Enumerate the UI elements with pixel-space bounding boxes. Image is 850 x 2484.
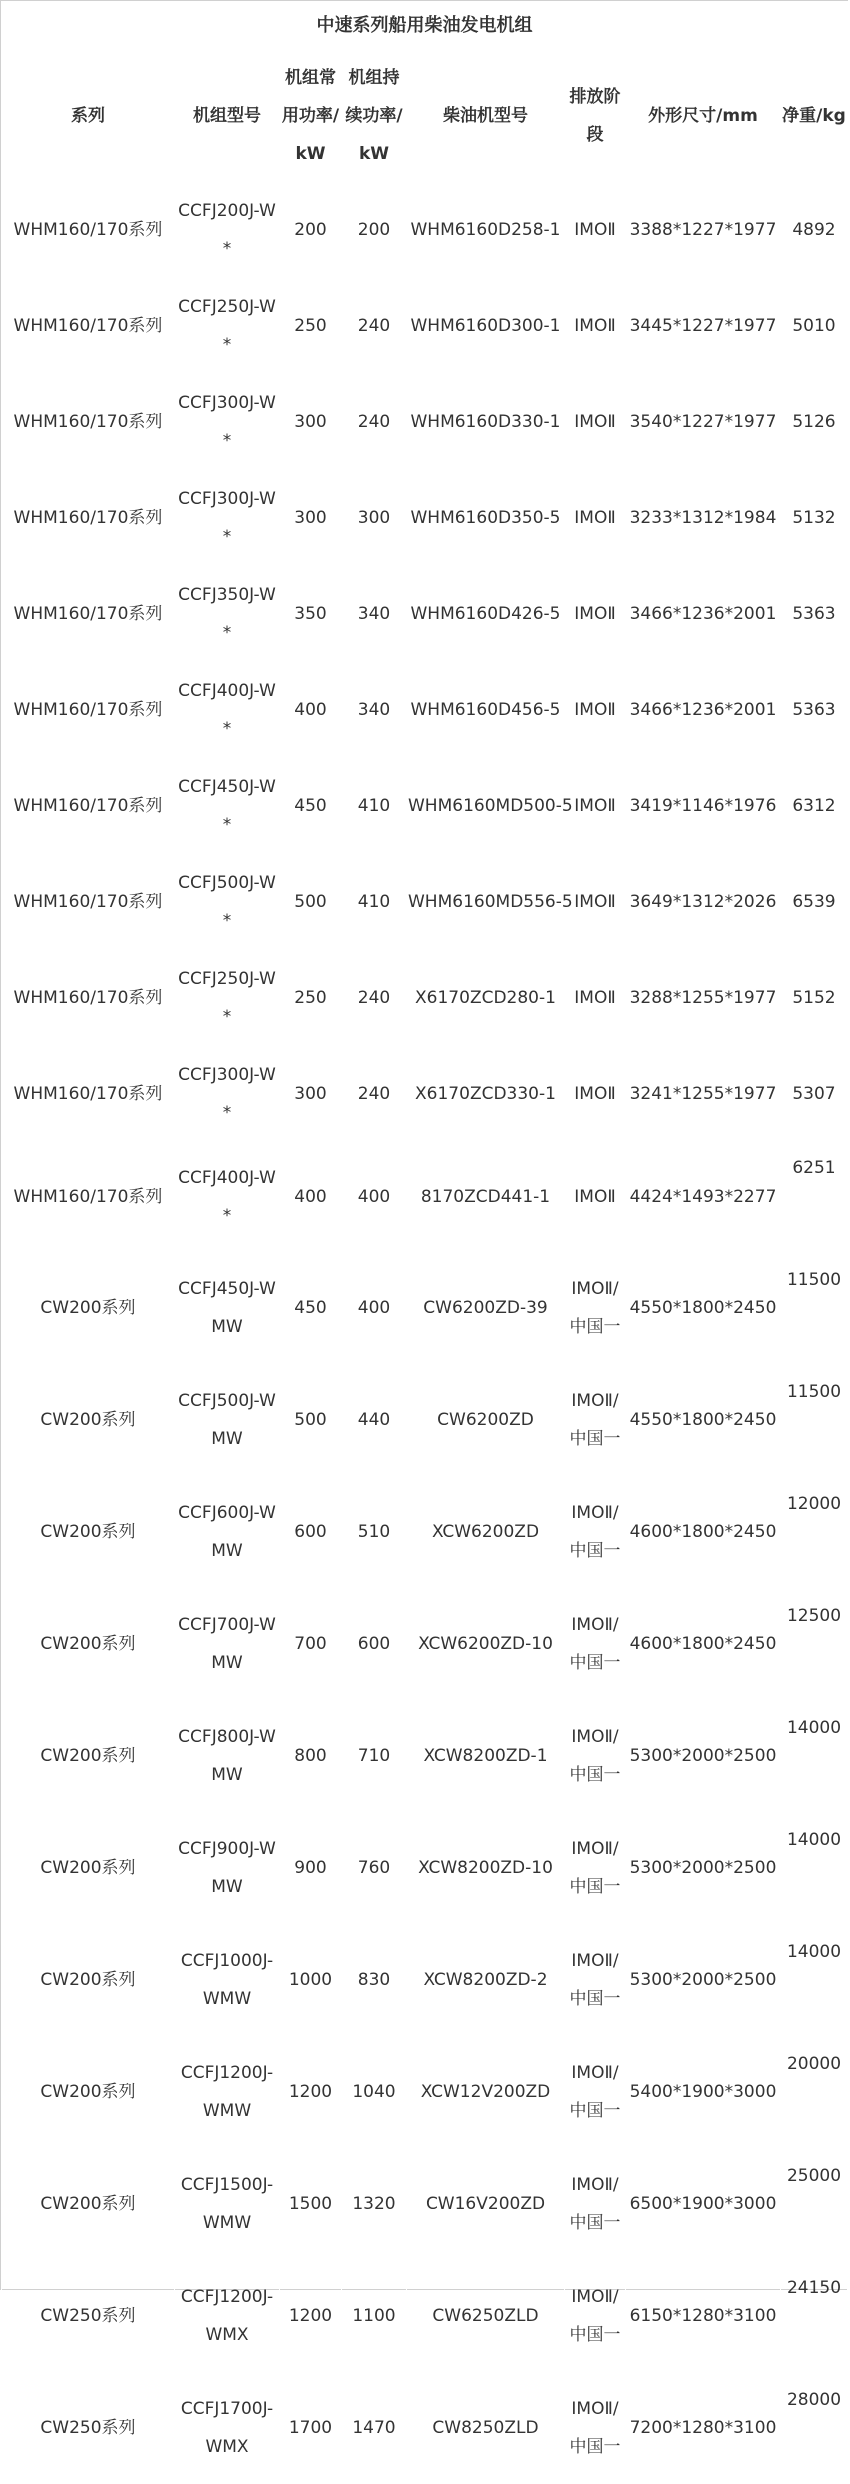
table-cell-common-power: 1700 [280, 2372, 342, 2484]
table-cell-weight: 14000 [781, 1812, 848, 1924]
table-cell-emission: IMOⅡ/中国一 [565, 1700, 626, 1812]
table-cell-engine: CW8250ZLD [407, 2372, 565, 2484]
table-cell-continuous-power: 340 [342, 662, 407, 758]
table-cell-model: CCFJ300J-W* [175, 470, 280, 566]
table-row [2, 2372, 848, 2484]
table-cell-series: CW250系列 [2, 2372, 175, 2484]
table-cell-emission: IMOⅡ [565, 470, 626, 566]
table-cell-emission: IMOⅡ/中国一 [565, 1476, 626, 1588]
table-cell-emission: IMOⅡ [565, 854, 626, 950]
table-cell-continuous-power: 440 [342, 1364, 407, 1476]
table-cell-weight: 24150 [781, 2260, 848, 2372]
table-cell-dimensions: 4550*1800*2450 [626, 1252, 781, 1364]
table-cell-model: CCFJ400J-W* [175, 1142, 280, 1252]
table-cell-series: WHM160/170系列 [2, 758, 175, 854]
table-cell-common-power: 200 [280, 182, 342, 278]
table-cell-emission: IMOⅡ/中国一 [565, 2148, 626, 2260]
table-cell-common-power: 1500 [280, 2148, 342, 2260]
table-cell-dimensions: 4600*1800*2450 [626, 1476, 781, 1588]
table-cell-model: CCFJ250J-W* [175, 278, 280, 374]
table-cell-emission: IMOⅡ/中国一 [565, 1364, 626, 1476]
table-cell-common-power: 800 [280, 1700, 342, 1812]
table-cell-series: WHM160/170系列 [2, 278, 175, 374]
table-cell-common-power: 500 [280, 854, 342, 950]
table-cell-common-power: 250 [280, 950, 342, 1046]
table-cell-common-power: 1200 [280, 2036, 342, 2148]
table-cell-engine: WHM6160D330-1 [407, 374, 565, 470]
table-row [2, 2148, 848, 2260]
table-cell-emission: IMOⅡ/中国一 [565, 1588, 626, 1700]
table-cell-series: WHM160/170系列 [2, 566, 175, 662]
table-cell-continuous-power: 410 [342, 854, 407, 950]
table-cell-model: CCFJ1200J-WMW [175, 2036, 280, 2148]
table-cell-model: CCFJ500J-WMW [175, 1364, 280, 1476]
table-cell-engine: WHM6160MD500-5 [407, 758, 565, 854]
table-cell-engine: WHM6160D456-5 [407, 662, 565, 758]
table-cell-model: CCFJ1500J-WMW [175, 2148, 280, 2260]
header-common-power: 机组常用功率/kW [280, 51, 342, 182]
table-cell-weight: 12000 [781, 1476, 848, 1588]
table-cell-continuous-power: 240 [342, 950, 407, 1046]
table-cell-continuous-power: 600 [342, 1588, 407, 1700]
table-cell-dimensions: 3241*1255*1977 [626, 1046, 781, 1142]
table-row [2, 1588, 848, 1700]
table-row [2, 854, 848, 950]
table-row [2, 1476, 848, 1588]
table-cell-model: CCFJ450J-WMW [175, 1252, 280, 1364]
header-dimensions: 外形尺寸/mm [626, 51, 781, 182]
table-row [2, 1046, 848, 1142]
table-cell-engine: XCW8200ZD-2 [407, 1924, 565, 2036]
table-cell-series: WHM160/170系列 [2, 950, 175, 1046]
table-row [2, 566, 848, 662]
table-cell-weight: 11500 [781, 1364, 848, 1476]
table-cell-dimensions: 3466*1236*2001 [626, 662, 781, 758]
table-cell-continuous-power: 1100 [342, 2260, 407, 2372]
table-cell-model: CCFJ1700J-WMX [175, 2372, 280, 2484]
table-row [2, 182, 848, 278]
table-cell-model: CCFJ300J-W* [175, 374, 280, 470]
table-cell-weight: 5152 [781, 950, 848, 1046]
table-cell-common-power: 1200 [280, 2260, 342, 2372]
table-cell-model: CCFJ1000J-WMW [175, 1924, 280, 2036]
table-cell-series: CW250系列 [2, 2260, 175, 2372]
table-cell-common-power: 400 [280, 1142, 342, 1252]
table-cell-weight: 14000 [781, 1700, 848, 1812]
table-cell-dimensions: 3540*1227*1977 [626, 374, 781, 470]
table-cell-engine: 8170ZCD441-1 [407, 1142, 565, 1252]
table-cell-common-power: 300 [280, 470, 342, 566]
table-row [2, 950, 848, 1046]
table-cell-emission: IMOⅡ [565, 182, 626, 278]
table-cell-common-power: 1000 [280, 1924, 342, 2036]
table-cell-series: CW200系列 [2, 1588, 175, 1700]
table-row [2, 470, 848, 566]
table-cell-emission: IMOⅡ/中国一 [565, 1252, 626, 1364]
table-cell-engine: WHM6160D300-1 [407, 278, 565, 374]
table-cell-series: WHM160/170系列 [2, 854, 175, 950]
table-cell-engine: CW6200ZD [407, 1364, 565, 1476]
table-cell-engine: WHM6160D350-5 [407, 470, 565, 566]
table-cell-dimensions: 5300*2000*2500 [626, 1812, 781, 1924]
table-cell-dimensions: 5300*2000*2500 [626, 1700, 781, 1812]
table-cell-model: CCFJ500J-W* [175, 854, 280, 950]
table-row [2, 758, 848, 854]
table-cell-series: CW200系列 [2, 1252, 175, 1364]
table-cell-model: CCFJ800J-WMW [175, 1700, 280, 1812]
table-cell-continuous-power: 510 [342, 1476, 407, 1588]
header-model: 机组型号 [175, 51, 280, 182]
table-cell-engine: CW6250ZLD [407, 2260, 565, 2372]
table-row [2, 1142, 848, 1252]
table-cell-common-power: 700 [280, 1588, 342, 1700]
table-cell-series: CW200系列 [2, 1700, 175, 1812]
table-cell-engine: CW6200ZD-39 [407, 1252, 565, 1364]
table-cell-emission: IMOⅡ/中国一 [565, 2036, 626, 2148]
header-emission: 排放阶段 [565, 51, 626, 182]
table-cell-common-power: 450 [280, 758, 342, 854]
table-cell-series: CW200系列 [2, 2036, 175, 2148]
table-cell-model: CCFJ1200J-WMX [175, 2260, 280, 2372]
table-cell-series: CW200系列 [2, 1924, 175, 2036]
table-cell-model: CCFJ200J-W* [175, 182, 280, 278]
table-cell-continuous-power: 1040 [342, 2036, 407, 2148]
table-cell-emission: IMOⅡ [565, 950, 626, 1046]
table-cell-series: CW200系列 [2, 1364, 175, 1476]
table-cell-dimensions: 3233*1312*1984 [626, 470, 781, 566]
table-cell-common-power: 300 [280, 1046, 342, 1142]
table-cell-continuous-power: 830 [342, 1924, 407, 2036]
table-cell-common-power: 600 [280, 1476, 342, 1588]
table-cell-weight: 5132 [781, 470, 848, 566]
table-cell-series: CW200系列 [2, 1476, 175, 1588]
table-cell-weight: 12500 [781, 1588, 848, 1700]
table-cell-continuous-power: 400 [342, 1142, 407, 1252]
header-weight: 净重/kg [781, 51, 848, 182]
table-cell-weight: 20000 [781, 2036, 848, 2148]
table-row [2, 278, 848, 374]
table-cell-common-power: 250 [280, 278, 342, 374]
table-cell-continuous-power: 240 [342, 374, 407, 470]
table-cell-weight: 5126 [781, 374, 848, 470]
table-cell-weight: 6312 [781, 758, 848, 854]
table-cell-weight: 5307 [781, 1046, 848, 1142]
table-row [2, 2260, 848, 2372]
table-cell-dimensions: 5300*2000*2500 [626, 1924, 781, 2036]
table-cell-dimensions: 6150*1280*3100 [626, 2260, 781, 2372]
header-continuous-power: 机组持续功率/kW [342, 51, 407, 182]
table-cell-dimensions: 7200*1280*3100 [626, 2372, 781, 2484]
table-cell-dimensions: 3649*1312*2026 [626, 854, 781, 950]
table-cell-dimensions: 6500*1900*3000 [626, 2148, 781, 2260]
table-row [2, 1364, 848, 1476]
table-cell-engine: XCW12V200ZD [407, 2036, 565, 2148]
table-cell-model: CCFJ400J-W* [175, 662, 280, 758]
table-cell-common-power: 900 [280, 1812, 342, 1924]
header-engine: 柴油机型号 [407, 51, 565, 182]
table-cell-weight: 11500 [781, 1252, 848, 1364]
table-cell-model: CCFJ350J-W* [175, 566, 280, 662]
table-cell-emission: IMOⅡ [565, 1046, 626, 1142]
table-cell-emission: IMOⅡ/中国一 [565, 2372, 626, 2484]
table-cell-continuous-power: 710 [342, 1700, 407, 1812]
table-cell-dimensions: 3466*1236*2001 [626, 566, 781, 662]
table-cell-series: WHM160/170系列 [2, 1046, 175, 1142]
table-cell-model: CCFJ900J-WMW [175, 1812, 280, 1924]
table-row [2, 1252, 848, 1364]
table-cell-continuous-power: 240 [342, 278, 407, 374]
table-cell-engine: XCW6200ZD-10 [407, 1588, 565, 1700]
table-cell-engine: XCW6200ZD [407, 1476, 565, 1588]
table-cell-emission: IMOⅡ/中国一 [565, 1924, 626, 2036]
table-cell-engine: CW16V200ZD [407, 2148, 565, 2260]
table-cell-model: CCFJ300J-W* [175, 1046, 280, 1142]
table-title-row [2, 2, 848, 51]
table-cell-emission: IMOⅡ [565, 1142, 626, 1252]
table-cell-dimensions: 4424*1493*2277 [626, 1142, 781, 1252]
table-cell-emission: IMOⅡ/中国一 [565, 2260, 626, 2372]
table-cell-continuous-power: 300 [342, 470, 407, 566]
table-cell-model: CCFJ600J-WMW [175, 1476, 280, 1588]
table-cell-common-power: 500 [280, 1364, 342, 1476]
table-row [2, 1924, 848, 2036]
table-cell-emission: IMOⅡ/中国一 [565, 1812, 626, 1924]
table-cell-emission: IMOⅡ [565, 374, 626, 470]
table-cell-weight: 6539 [781, 854, 848, 950]
table-cell-dimensions: 4600*1800*2450 [626, 1588, 781, 1700]
table-cell-emission: IMOⅡ [565, 566, 626, 662]
table-cell-dimensions: 3445*1227*1977 [626, 278, 781, 374]
table-cell-engine: WHM6160MD556-5 [407, 854, 565, 950]
table-cell-continuous-power: 410 [342, 758, 407, 854]
table-cell-weight: 5363 [781, 566, 848, 662]
table-cell-continuous-power: 200 [342, 182, 407, 278]
table-cell-engine: X6170ZCD280-1 [407, 950, 565, 1046]
table-cell-series: WHM160/170系列 [2, 1142, 175, 1252]
table-cell-common-power: 400 [280, 662, 342, 758]
table-cell-continuous-power: 1470 [342, 2372, 407, 2484]
table-cell-engine: WHM6160D258-1 [407, 182, 565, 278]
table-cell-series: WHM160/170系列 [2, 374, 175, 470]
table-header-row [2, 51, 848, 182]
table-cell-weight: 5010 [781, 278, 848, 374]
header-series: 系列 [2, 51, 175, 182]
table-cell-dimensions: 4550*1800*2450 [626, 1364, 781, 1476]
table-cell-weight: 6251 [781, 1142, 848, 1252]
table-cell-dimensions: 3388*1227*1977 [626, 182, 781, 278]
table-cell-continuous-power: 1320 [342, 2148, 407, 2260]
table-row [2, 662, 848, 758]
table-cell-engine: X6170ZCD330-1 [407, 1046, 565, 1142]
table-cell-weight: 25000 [781, 2148, 848, 2260]
table-cell-weight: 14000 [781, 1924, 848, 2036]
table-cell-dimensions: 5400*1900*3000 [626, 2036, 781, 2148]
table-row [2, 1700, 848, 1812]
table-cell-emission: IMOⅡ [565, 278, 626, 374]
table-cell-continuous-power: 760 [342, 1812, 407, 1924]
table-cell-common-power: 350 [280, 566, 342, 662]
table-cell-engine: XCW8200ZD-1 [407, 1700, 565, 1812]
table-row [2, 374, 848, 470]
table-cell-dimensions: 3419*1146*1976 [626, 758, 781, 854]
table-cell-continuous-power: 240 [342, 1046, 407, 1142]
table-cell-emission: IMOⅡ [565, 758, 626, 854]
table-cell-dimensions: 3288*1255*1977 [626, 950, 781, 1046]
table-row [2, 2036, 848, 2148]
table-cell-series: WHM160/170系列 [2, 182, 175, 278]
table-cell-series: CW200系列 [2, 1812, 175, 1924]
table-cell-engine: WHM6160D426-5 [407, 566, 565, 662]
generator-spec-table [1, 1, 848, 2484]
table-cell-weight: 4892 [781, 182, 848, 278]
table-cell-model: CCFJ450J-W* [175, 758, 280, 854]
table-cell-model: CCFJ250J-W* [175, 950, 280, 1046]
table-cell-series: WHM160/170系列 [2, 662, 175, 758]
table-cell-series: WHM160/170系列 [2, 470, 175, 566]
table-cell-continuous-power: 340 [342, 566, 407, 662]
table-cell-emission: IMOⅡ [565, 662, 626, 758]
table-cell-continuous-power: 400 [342, 1252, 407, 1364]
table-cell-engine: XCW8200ZD-10 [407, 1812, 565, 1924]
table-cell-series: CW200系列 [2, 2148, 175, 2260]
table-cell-weight: 28000 [781, 2372, 848, 2484]
table-cell-weight: 5363 [781, 662, 848, 758]
table-cell-common-power: 300 [280, 374, 342, 470]
table-cell-common-power: 450 [280, 1252, 342, 1364]
table-title: 中速系列船用柴油发电机组 [2, 2, 848, 51]
table-cell-model: CCFJ700J-WMW [175, 1588, 280, 1700]
table-row [2, 1812, 848, 1924]
